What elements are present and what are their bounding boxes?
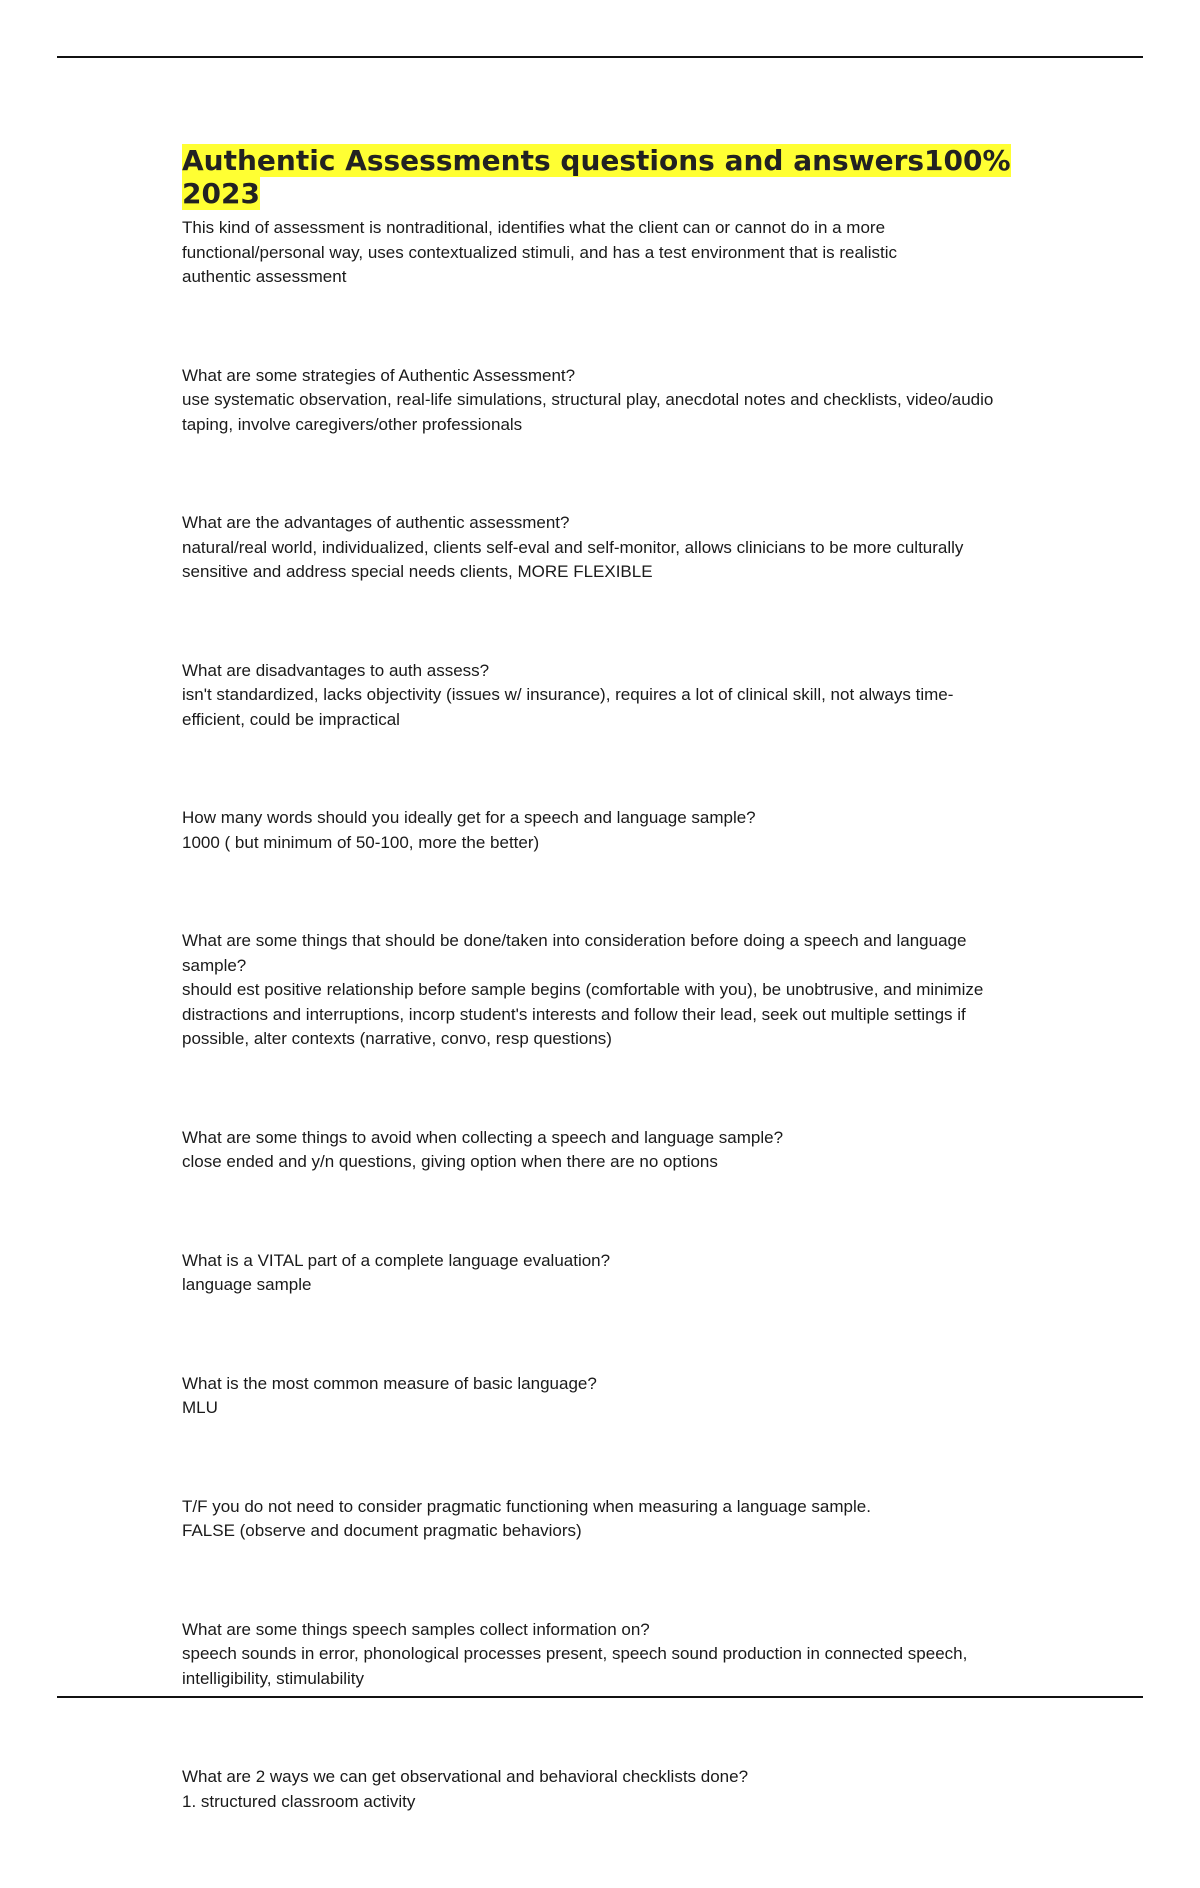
question-text: T/F you do not need to consider pragmatic functioning when measuring a language sample. xyxy=(182,1496,871,1516)
question-text: This kind of assessment is nontraditional, identifies what the client can or cannot do in a more functional/personal way, uses contextualized stimuli, and has a test environment that is realistic xyxy=(182,218,897,262)
question-text: How many words should you ideally get for a speech and language sample? xyxy=(182,808,756,827)
qa-item xyxy=(182,1495,1012,1544)
answer-text: FALSE (observe and document pragmatic behaviors) xyxy=(182,1521,582,1540)
qa-item xyxy=(182,1249,1012,1298)
header-rule xyxy=(57,56,1143,58)
qa-item xyxy=(182,364,1012,438)
qa-item xyxy=(182,1126,1012,1175)
document-title xyxy=(182,144,1012,210)
answer-text: language sample xyxy=(182,1275,312,1294)
qa-item xyxy=(182,929,1012,1052)
answer-text: 1. structured classroom activity xyxy=(182,1791,416,1811)
question-text: What are some strategies of Authentic Assessment? xyxy=(182,365,576,385)
question-text: What is the most common measure of basic language? xyxy=(182,1373,597,1393)
answer-text: close ended and y/n questions, giving option when there are no options xyxy=(182,1152,718,1171)
answer-text: 1000 ( but minimum of 50-100, more the better) xyxy=(182,832,540,852)
qa-item xyxy=(182,659,1012,733)
title-highlight: Authentic Assessments questions and answers100% 2023 xyxy=(182,144,1011,210)
answer-text: should est positive relationship before sample begins (comfortable with you), be unobtrusive, and minimize distractions and interruptions, incorp student's interests and follow their lead, seek out multiple settings if possible, alter contexts (narrative, convo, resp questions) xyxy=(182,980,984,1048)
answer-text: MLU xyxy=(182,1398,218,1417)
question-text: What are some things to avoid when collecting a speech and language sample? xyxy=(182,1127,784,1147)
answer-text: isn't standardized, lacks objectivity (issues w/ insurance), requires a lot of clinical skill, not always time-efficient, could be impractical xyxy=(182,685,954,729)
question-text: What are some things that should be done/taken into consideration before doing a speech and language sample? xyxy=(182,931,967,975)
answer-text: speech sounds in error, phonological processes present, speech sound production in connected speech, intelligibility, stimulability xyxy=(182,1644,968,1688)
answer-text: use systematic observation, real-life simulations, structural play, anecdotal notes and checklists, video/audio taping, involve caregivers/other professionals xyxy=(182,390,994,434)
question-text: What are the advantages of authentic assessment? xyxy=(182,513,570,532)
qa-item xyxy=(182,1372,1012,1421)
qa-item xyxy=(182,806,1012,855)
qa-item xyxy=(182,216,1012,290)
answer-text: natural/real world, individualized, clients self-eval and self-monitor, allows clinicians to be more culturally sensitive and address special needs clients, MORE FLEXIBLE xyxy=(182,537,964,581)
qa-item xyxy=(182,1618,1012,1692)
question-text: What are 2 ways we can get observational and behavioral checklists done? xyxy=(182,1767,749,1786)
qa-item xyxy=(182,1765,1012,1814)
qa-item xyxy=(182,511,1012,585)
footer-rule xyxy=(57,1696,1143,1698)
document-body xyxy=(182,144,1012,1888)
question-text: What are disadvantages to auth assess? xyxy=(182,660,490,680)
answer-text: authentic assessment xyxy=(182,267,347,286)
question-text: What are some things speech samples collect information on? xyxy=(182,1619,650,1639)
question-text: What is a VITAL part of a complete language evaluation? xyxy=(182,1250,611,1270)
